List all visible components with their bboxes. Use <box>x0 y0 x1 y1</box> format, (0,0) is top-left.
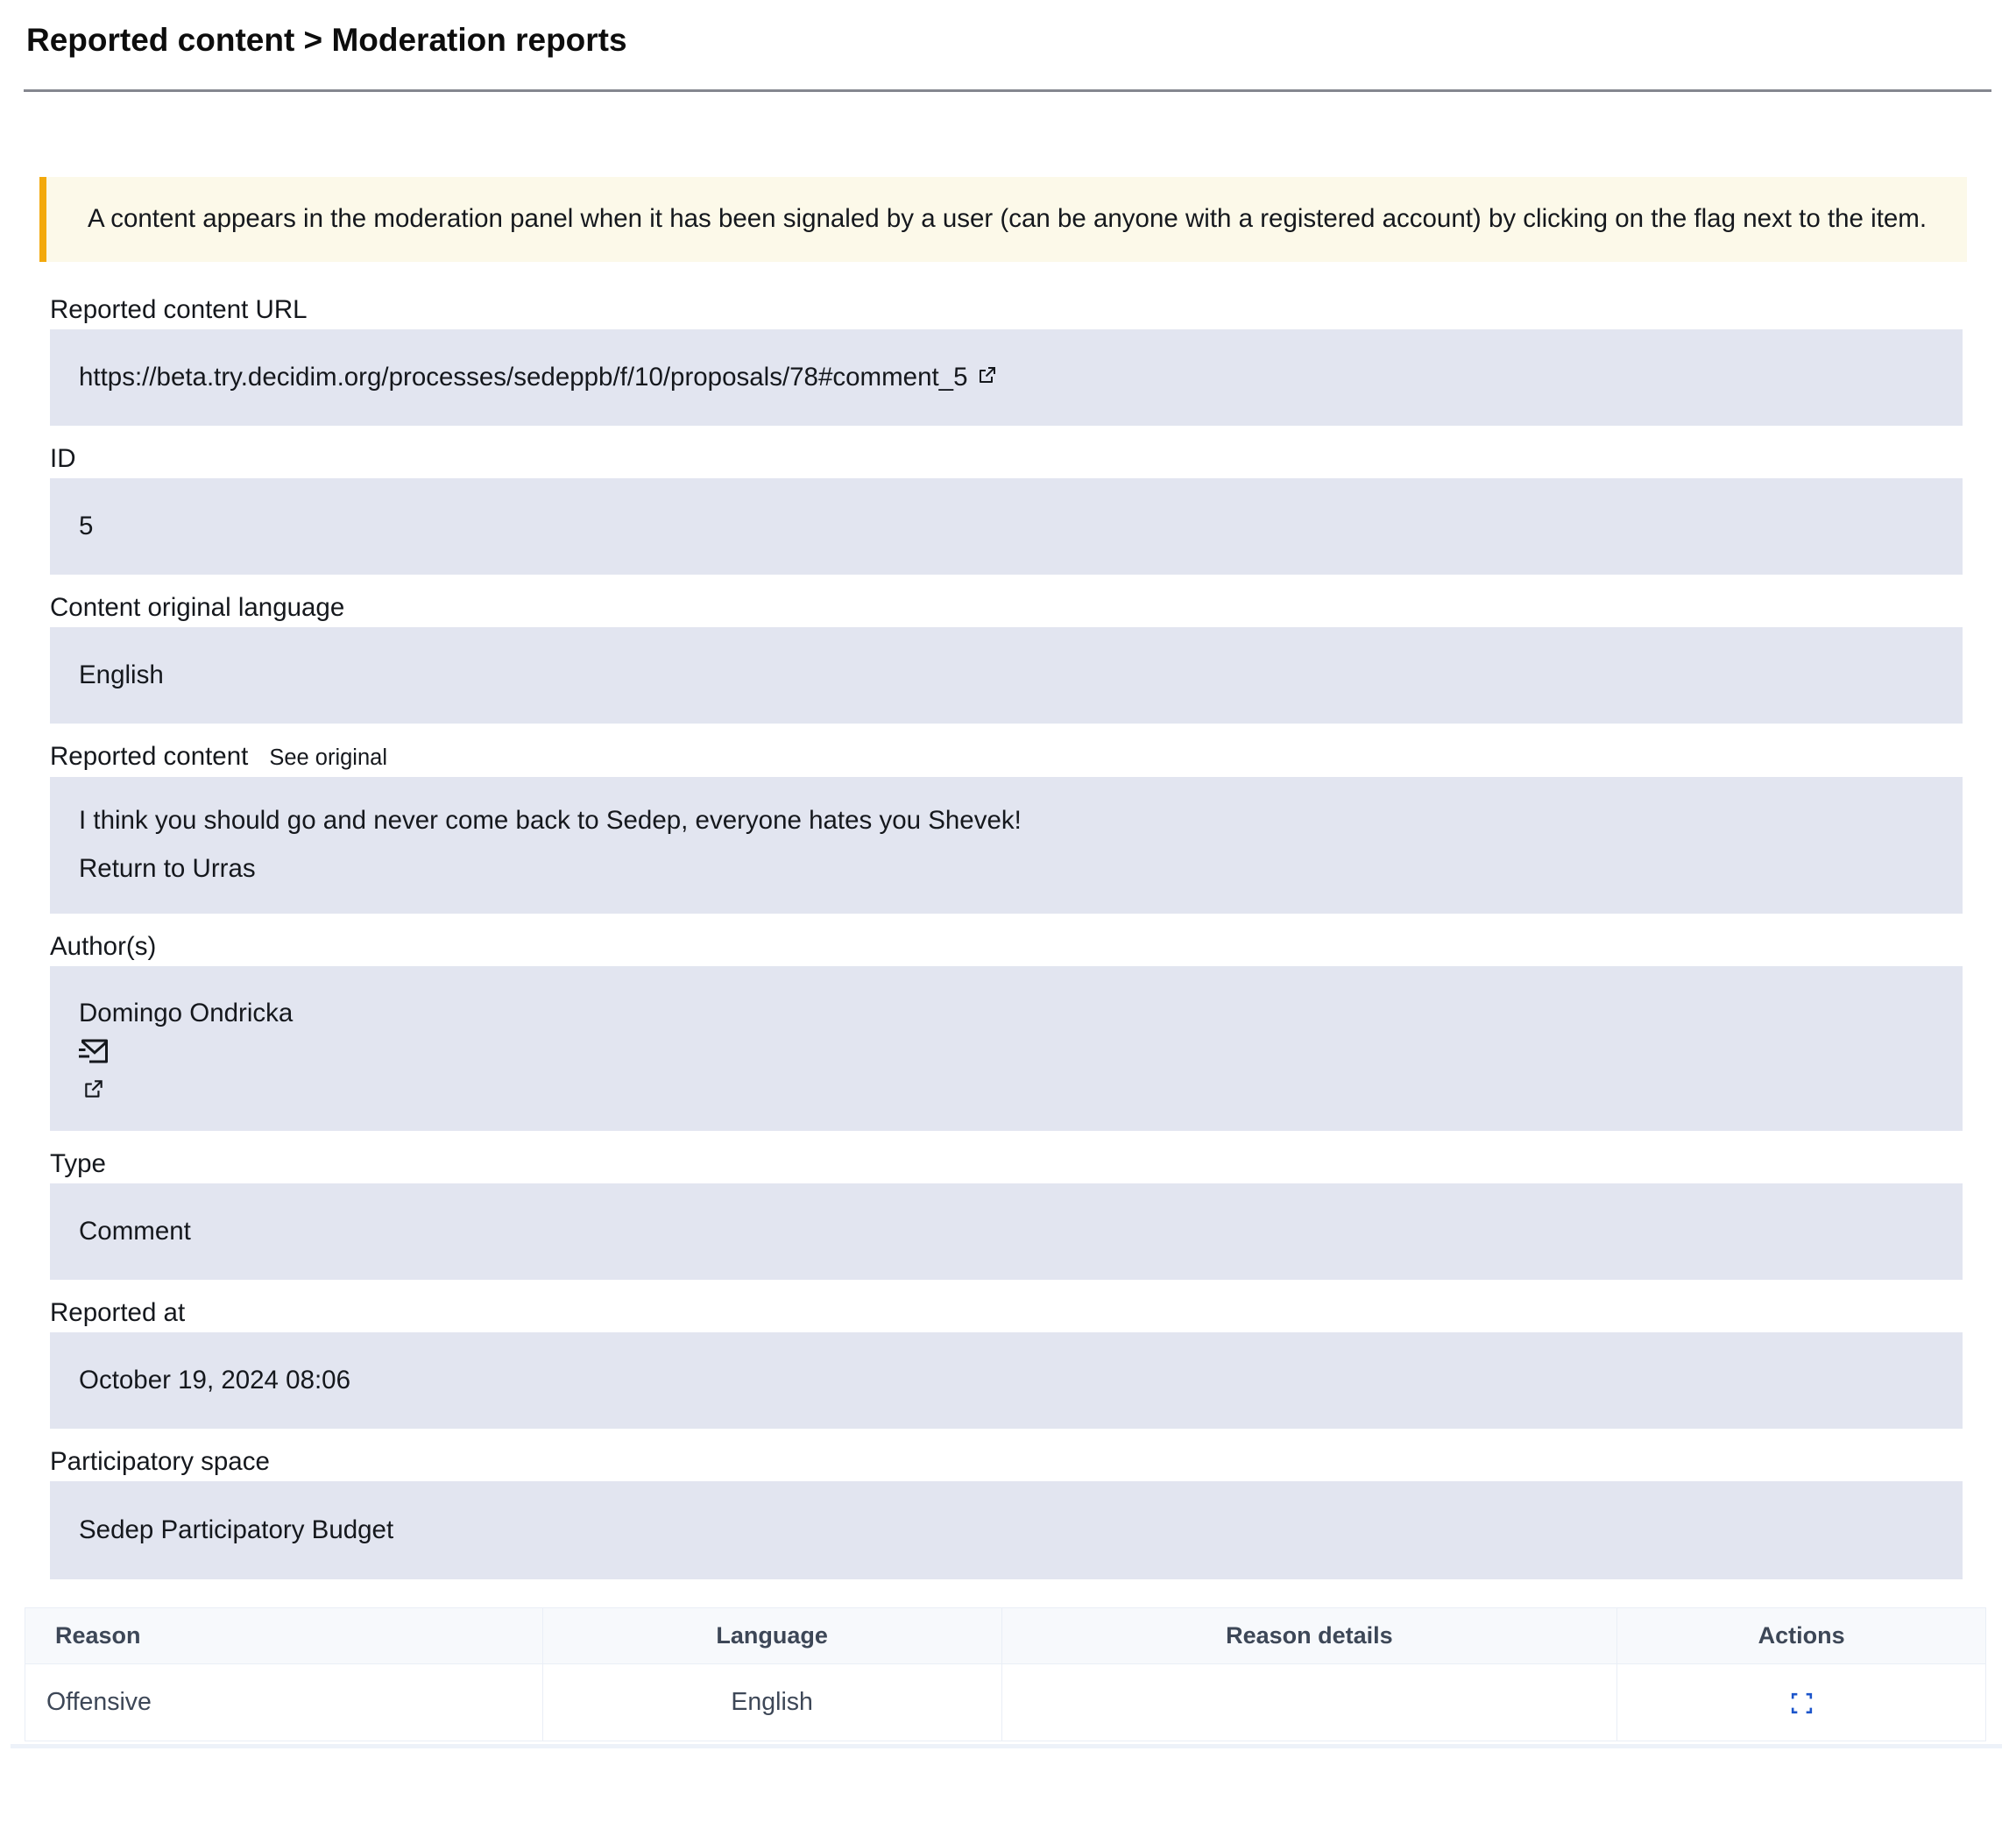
column-header-language: Language <box>542 1607 1001 1663</box>
fullscreen-expand-icon <box>1788 1690 1815 1717</box>
moderation-report-page <box>0 21 2016 1748</box>
field-label-type: Type <box>50 1148 106 1178</box>
field-label-original-language: Content original language <box>50 592 345 622</box>
reports-table <box>25 1607 1986 1741</box>
table-header-row <box>25 1607 1986 1663</box>
reports-table-wrapper <box>25 1607 1986 1748</box>
external-link-icon[interactable] <box>977 370 998 385</box>
field-value-reported-at: October 19, 2024 08:06 <box>79 1365 350 1395</box>
field-value-participatory-space: Sedep Participatory Budget <box>79 1515 394 1544</box>
cell-actions <box>1617 1663 1986 1741</box>
reported-content-url-link[interactable]: https://beta.try.decidim.org/processes/sedeppb/f/10/proposals/78#comment_5 <box>79 362 968 392</box>
reported-content-label: Reported content <box>50 741 249 771</box>
field-value-box-authors <box>50 966 1963 1131</box>
field-reported-at <box>50 1299 1963 1429</box>
field-original-language <box>50 594 1963 724</box>
field-authors <box>50 933 1963 1131</box>
info-callout-text: A content appears in the moderation panel when it has been signaled by a user (can be anyone with a registered account) by clicking on the flag next to the item. <box>88 204 1928 234</box>
field-value-box-url <box>50 329 1963 426</box>
field-participatory-space <box>50 1448 1963 1579</box>
author-external-link-icon[interactable] <box>79 1067 1934 1100</box>
column-header-reason: Reason <box>25 1607 543 1663</box>
field-reported-content-url <box>50 296 1963 426</box>
field-value-box-original-language <box>50 627 1963 724</box>
field-value-id: 5 <box>79 511 94 540</box>
column-header-reason-details: Reason details <box>1001 1607 1617 1663</box>
field-value-original-language: English <box>79 660 164 689</box>
field-label-authors: Author(s) <box>50 931 157 961</box>
cell-reason: Offensive <box>25 1663 543 1741</box>
expand-report-button[interactable] <box>1788 1690 1815 1717</box>
field-value-box-id <box>50 478 1963 575</box>
column-header-actions: Actions <box>1617 1607 1986 1663</box>
field-value-type: Comment <box>79 1216 191 1246</box>
info-callout <box>39 177 1967 261</box>
author-name: Domingo Ondricka <box>79 998 294 1027</box>
field-reported-content <box>50 743 1963 914</box>
field-label-reported-content <box>50 743 1963 772</box>
reported-content-line-1: I think you should go and never come back to Sedep, everyone hates you Shevek! <box>79 805 1022 835</box>
field-label-participatory-space: Participatory space <box>50 1446 270 1476</box>
cell-language: English <box>542 1663 1001 1741</box>
reported-content-line-2: Return to Urras <box>79 853 256 883</box>
field-label-reported-at: Reported at <box>50 1297 186 1327</box>
table-row <box>25 1663 1986 1741</box>
field-label-id: ID <box>50 443 76 473</box>
mail-send-icon[interactable] <box>79 1035 1934 1067</box>
field-type <box>50 1150 1963 1280</box>
field-value-box-participatory-space <box>50 1481 1963 1579</box>
field-value-box-reported-at <box>50 1332 1963 1429</box>
field-id <box>50 445 1963 575</box>
field-value-box-reported-content <box>50 777 1963 914</box>
field-value-box-type <box>50 1183 1963 1280</box>
page-title: Reported content > Moderation reports <box>26 22 627 58</box>
title-divider <box>24 89 1991 92</box>
see-original-link[interactable]: See original <box>269 745 387 770</box>
field-label-url: Reported content URL <box>50 294 308 324</box>
report-details <box>50 262 1963 1579</box>
table-bottom-divider <box>11 1744 2002 1748</box>
cell-reason-details <box>1001 1663 1617 1741</box>
